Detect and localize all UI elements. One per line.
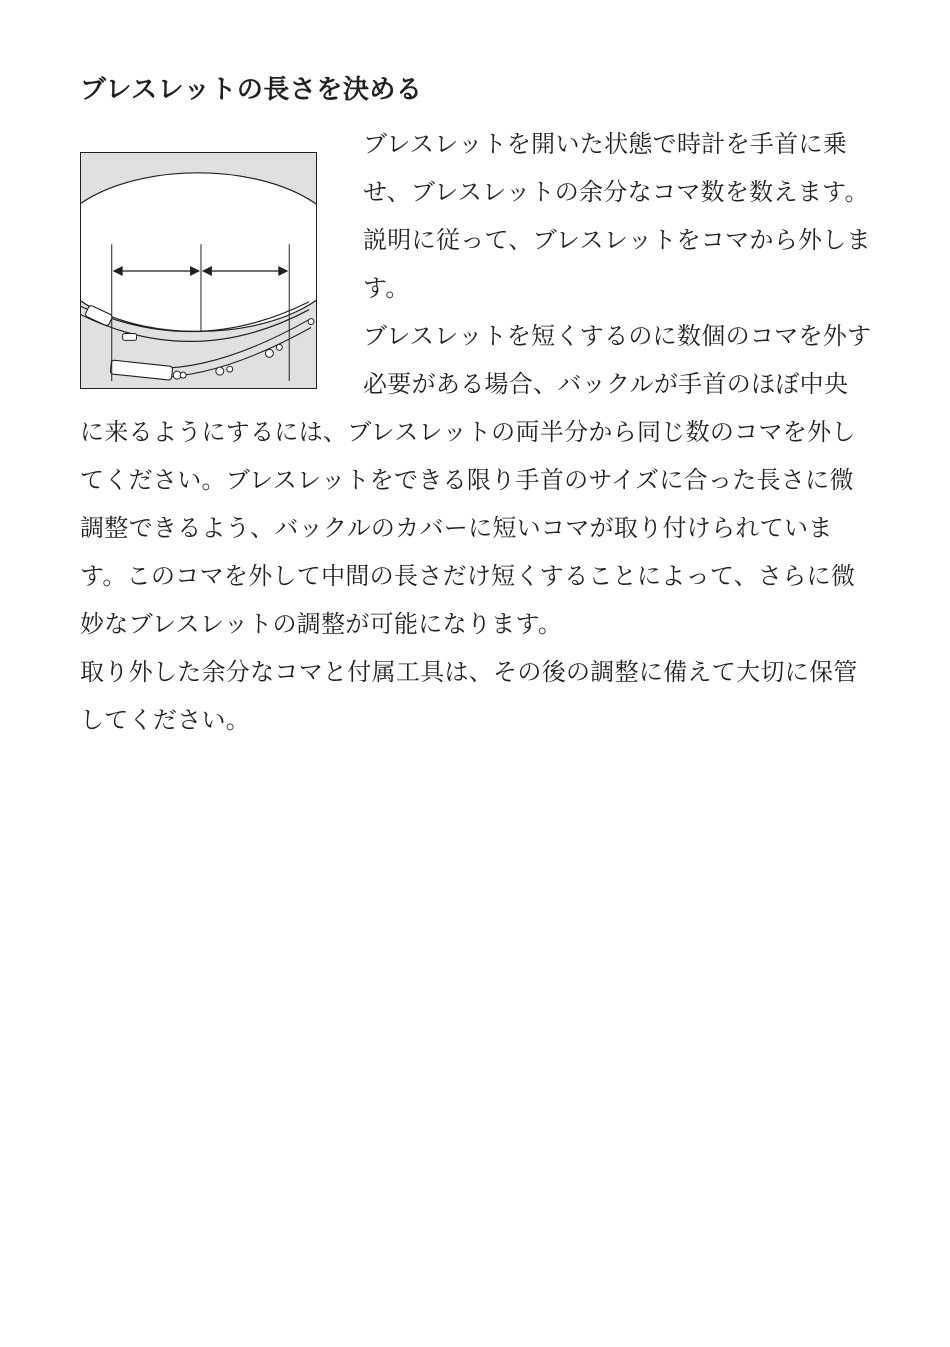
paragraph: 取り外した余分なコマと付属工具は、その後の調整に備えて大切に保管してください。 [80,658,858,734]
paragraph: ブレスレットを開いた状態で時計を手首に乗せ、ブレスレットの余分なコマ数を数えます。説明に従って、ブレスレットをコマから外します。 [363,130,871,302]
section-heading: ブレスレットの長さを決める [80,75,423,105]
document-page [80,60,872,744]
bracelet-measurement-illustration-icon [80,152,317,389]
paragraph: ブレスレットを短くするのに数個のコマを外す必要がある場合、バックルが手首のほぼ中央に来るようにするには、ブレスレットの両半分から同じ数のコマを外してください。ブレスレットをできる限り手首のサイズに合った長さに微調整できるよう、バックルのカバーに短いコマが取り付けられています。このコマを外して中間の長さだけ短くすることによって、さらに微妙なブレスレットの調整が可能になります。 [80,322,872,638]
